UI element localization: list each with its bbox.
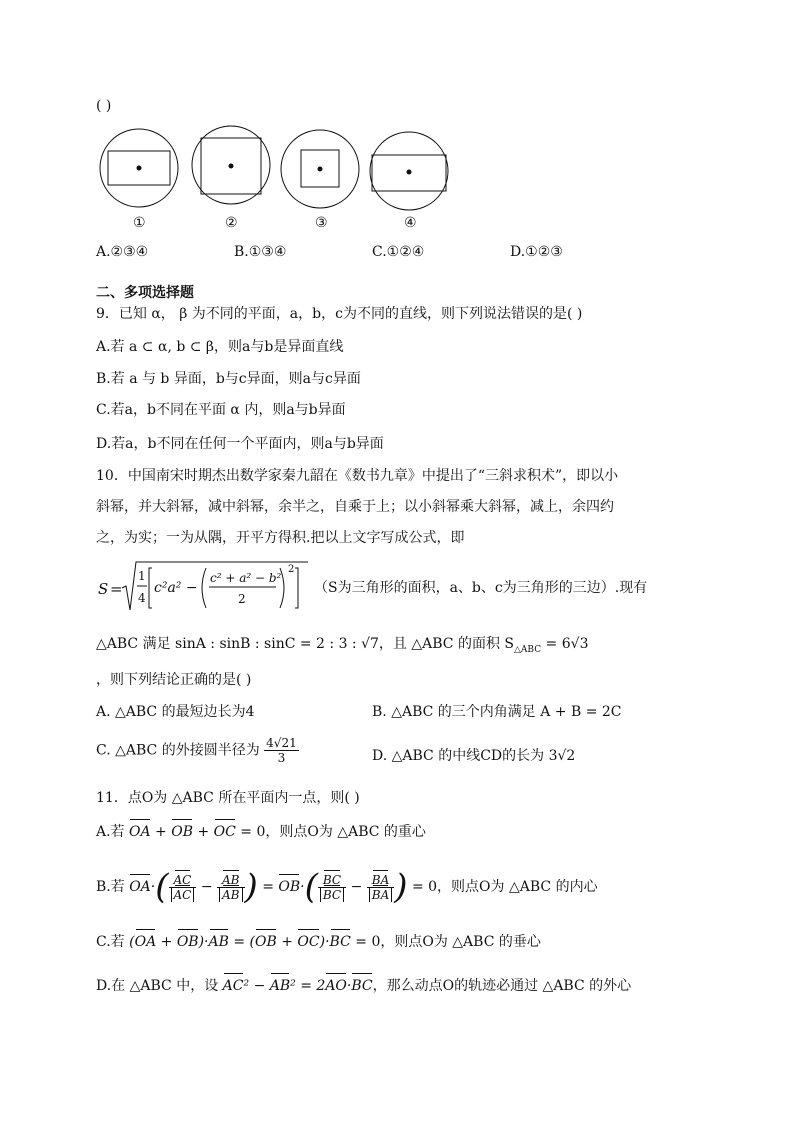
q11-option-a-pre: A.若 xyxy=(96,824,130,840)
q10-option-a: A. △ABC 的最短边长为4 xyxy=(96,704,255,720)
q10-option-d: D. △ABC 的中线CD的长为 3√2 xyxy=(372,748,576,764)
q11-option-b-expression: OA·( $\frac{AC}{AC}$ − $\frac{AB}{AB}$ ) = OB·( $\frac{BC}{BC}$ − $\frac{BA}{BA}$ ) xyxy=(129,867,408,907)
q11-option-d-expression: AC² − AB² = 2AO·BC xyxy=(222,978,373,994)
q10-line-1: 10．中国南宋时期杰出数学家秦九韶在《数书九章》中提出了“三斜求积术”，即以小 xyxy=(96,468,619,484)
q11-option-a-post: = 0，则点O为 △ABC 的重心 xyxy=(235,824,426,840)
figure-label-4: ④ xyxy=(404,215,417,231)
svg-text:1: 1 xyxy=(138,569,146,583)
svg-text:=: = xyxy=(110,580,123,598)
svg-text:S: S xyxy=(98,580,109,598)
q11-stem: 11．点O为 △ABC 所在平面内一点，则( ) xyxy=(96,790,360,806)
q10-condition-text: △ABC 满足 sinA : sinB : sinC = 2 : 3 : √7，且 △ABC 的面积 S xyxy=(96,636,515,652)
svg-text:2: 2 xyxy=(288,564,295,575)
q11-option-c xyxy=(96,932,541,952)
q10-option-c-numerator: 4√21 xyxy=(266,736,297,750)
q10-option-c-fraction xyxy=(264,736,299,765)
q8-option-d: D.①②③ xyxy=(510,244,563,260)
svg-text:c² + a² − b²: c² + a² − b² xyxy=(210,571,282,585)
svg-text:2: 2 xyxy=(238,592,246,606)
figure-label-2: ② xyxy=(225,215,238,231)
q11-option-b-post: = 0，则点O为 △ABC 的内心 xyxy=(407,879,598,895)
q9-option-a: A.若 a ⊂ α, b ⊂ β，则a与b是异面直线 xyxy=(96,339,344,355)
q10-formula-note: （S为三角形的面积，a、b、c为三角形的三边）.现有 xyxy=(314,580,648,596)
figure-label-3: ③ xyxy=(315,215,328,231)
svg-text:c²a² −: c²a² − xyxy=(154,580,198,596)
q11-option-c-pre: C.若 xyxy=(96,934,130,950)
q11-option-b-pre: B.若 xyxy=(96,879,130,895)
q10-option-c xyxy=(96,736,299,765)
q11-option-d-post: ，那么动点O的轨迹必通过 △ABC 的外心 xyxy=(372,978,632,994)
q10-line-3: 之，为实；一为从隅，开平方得积.把以上文字写成公式，即 xyxy=(96,530,465,546)
q8-option-c: C.①②④ xyxy=(372,244,425,260)
q10-option-c-denominator: 3 xyxy=(277,751,286,765)
q9-stem: 9．已知 α， β 为不同的平面，a，b，c为不同的直线，则下列说法错误的是( ) xyxy=(96,306,583,322)
q11-option-c-expression: (OA + OB)·AB = (OB + OC)·BC xyxy=(129,934,351,950)
q10-formula xyxy=(96,558,316,618)
q10-line-2: 斜幂，并大斜幂，减中斜幂，余半之，自乘于上；以小斜幂乘大斜幂，减上，余四约 xyxy=(96,499,614,515)
q10-area-value: = 6√3 xyxy=(541,636,589,652)
svg-text:4: 4 xyxy=(138,591,146,605)
figure-label-1: ① xyxy=(133,215,146,231)
q10-option-b: B. △ABC 的三个内角满足 A + B = 2C xyxy=(372,704,622,720)
q8-option-b: B.①③④ xyxy=(234,244,287,260)
figure-4 xyxy=(370,132,448,210)
q10-condition xyxy=(96,634,588,660)
figure-3 xyxy=(281,130,359,208)
q11-option-d xyxy=(96,976,631,996)
q11-option-b xyxy=(96,867,598,907)
q11-option-a-vectors: OA + OB + OC xyxy=(129,824,236,840)
q11-option-a xyxy=(96,822,426,842)
q10-area-subscript: △ABC xyxy=(514,644,542,655)
q10-condition-2: ，则下列结论正确的是( ) xyxy=(96,672,252,688)
question-paren: ( ) xyxy=(96,98,112,114)
q11-option-c-post: = 0，则点O为 △ABC 的垂心 xyxy=(350,934,541,950)
q9-option-b: B.若 a 与 b 异面，b与c异面，则a与c异面 xyxy=(96,371,361,387)
q9-option-d: D.若a，b不同在任何一个平面内，则a与b异面 xyxy=(96,436,384,452)
q11-option-d-pre: D.在 △ABC 中，设 xyxy=(96,978,223,994)
figure-2 xyxy=(192,126,270,204)
q10-option-c-text: C. △ABC 的外接圆半径为 xyxy=(96,742,260,759)
q9-option-c: C.若a，b不同在平面 α 内，则a与b异面 xyxy=(96,402,346,418)
section-title: 二、多项选择题 xyxy=(96,285,194,301)
figure-1 xyxy=(100,129,178,207)
q8-option-a: A.②③④ xyxy=(96,244,149,260)
figure-circles-squares xyxy=(0,0,794,240)
